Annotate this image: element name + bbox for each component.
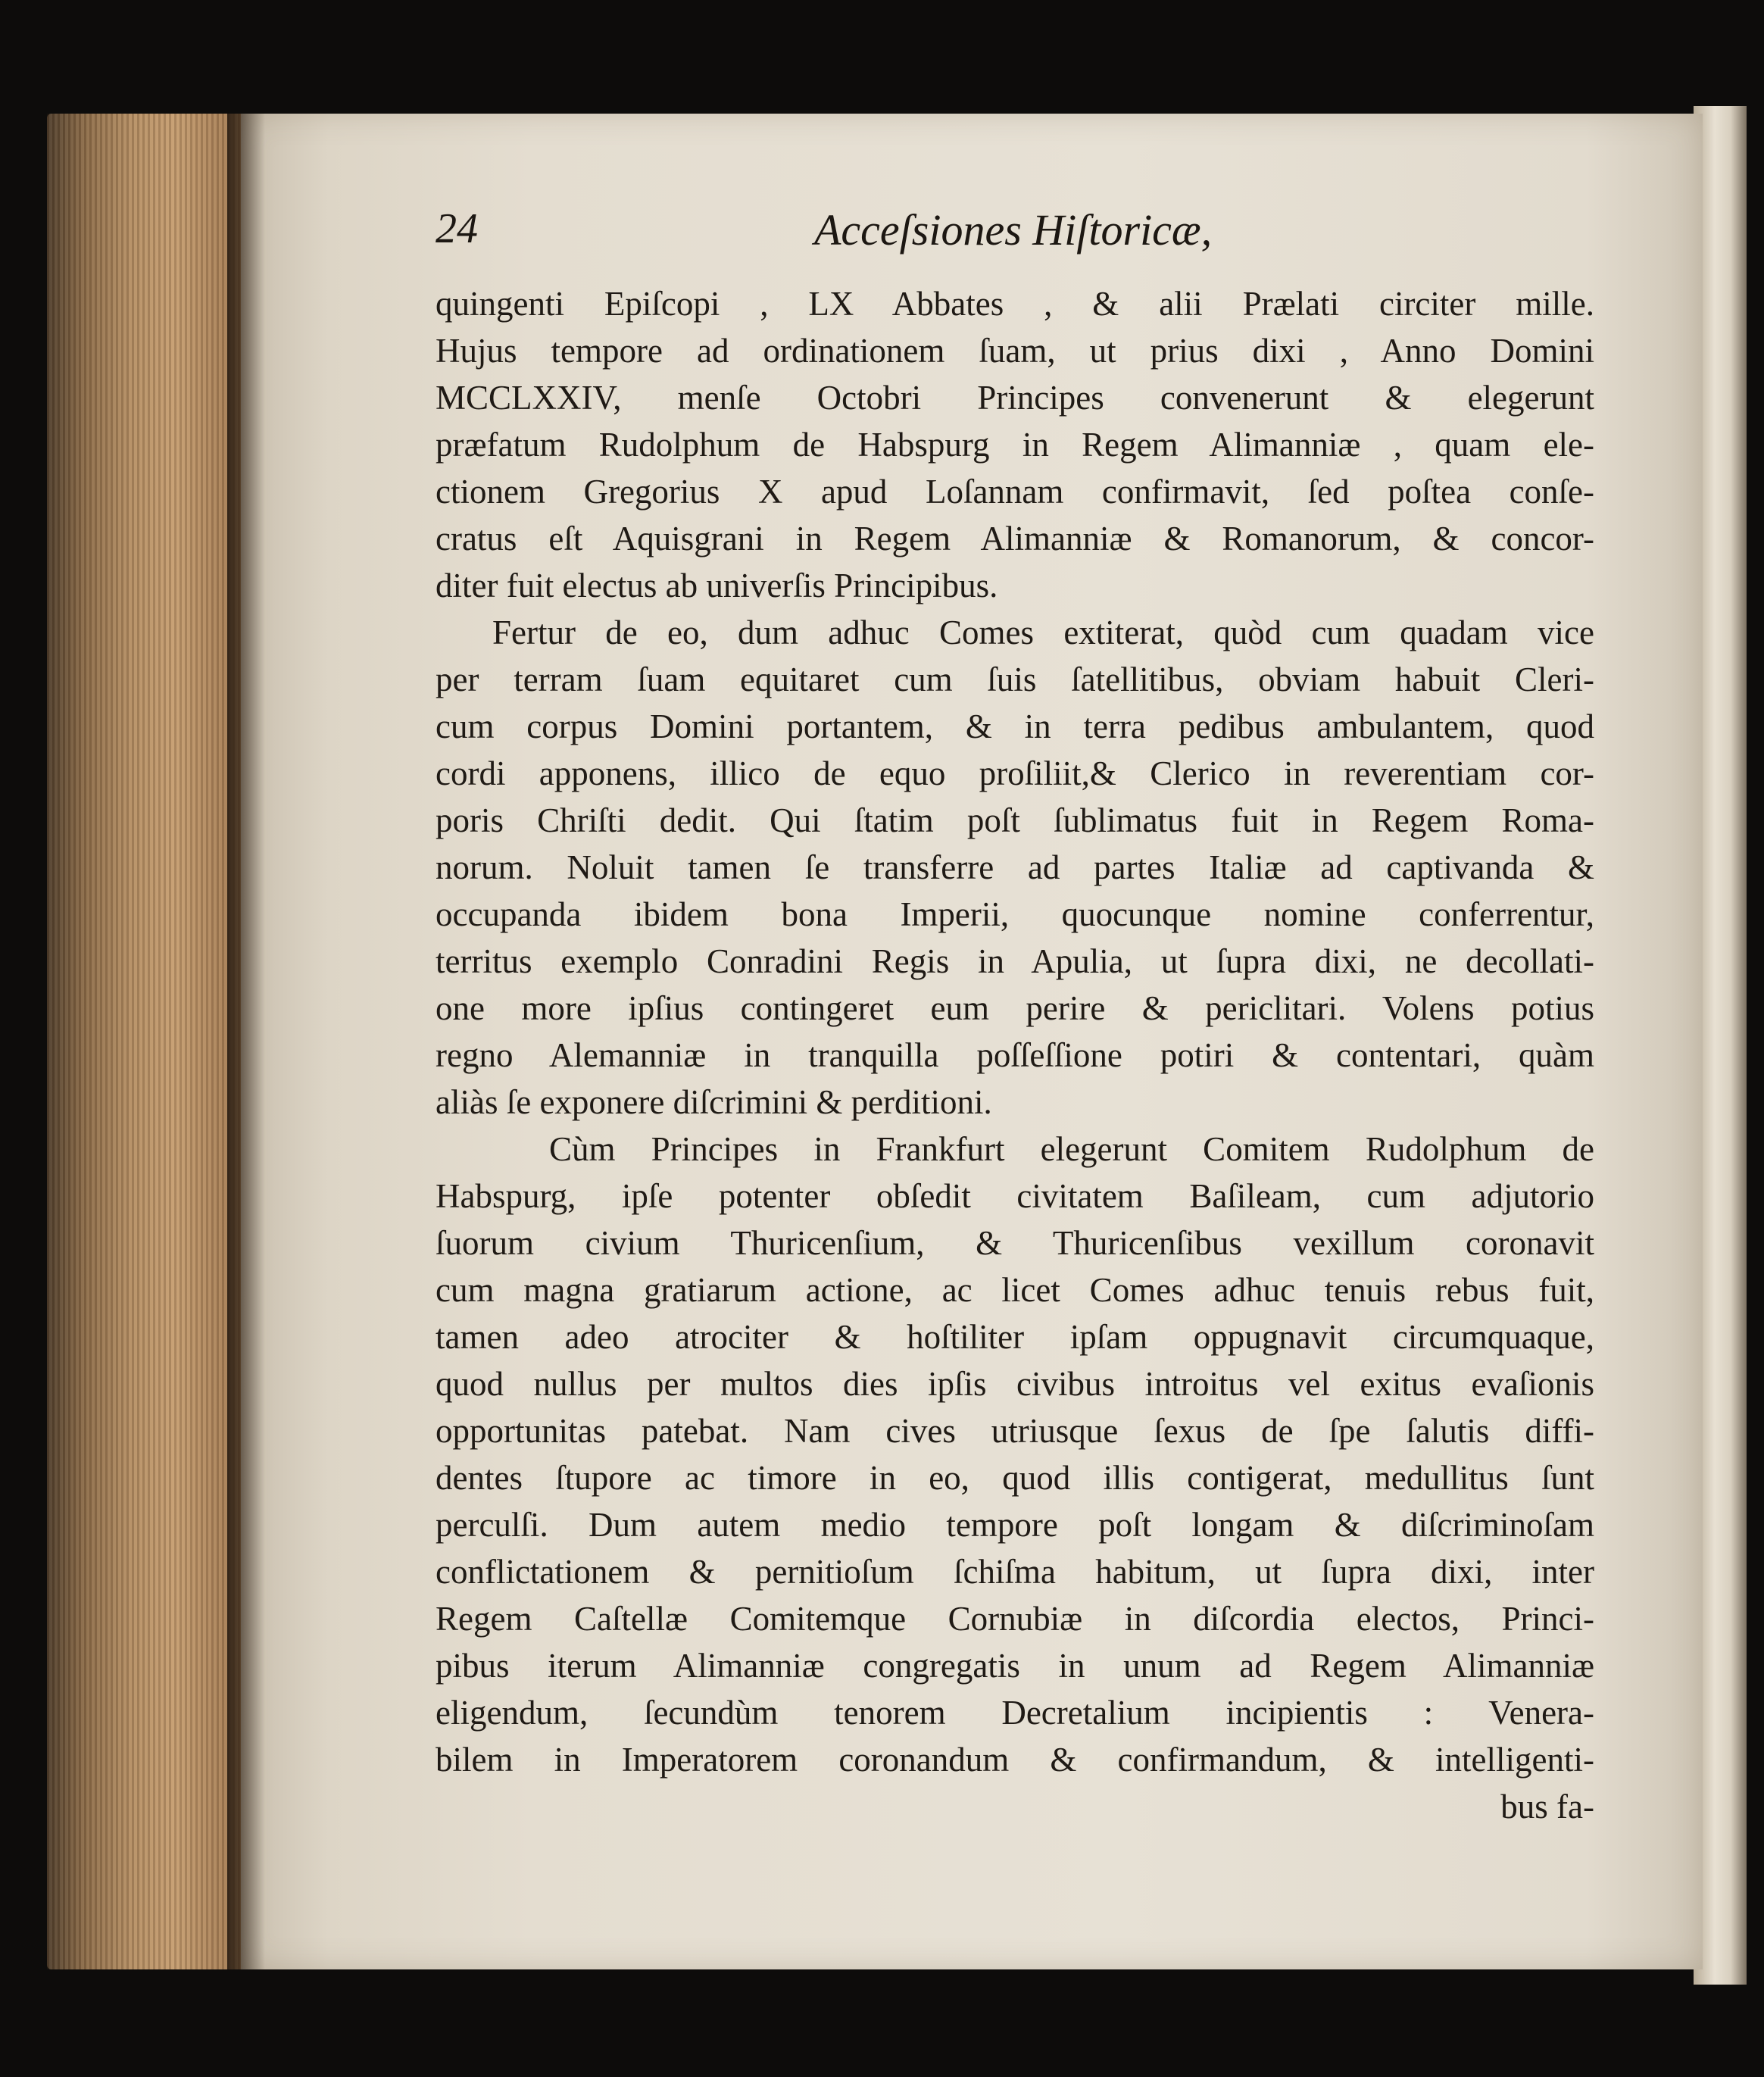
text-line: Habspurg, ipſe potenter obſedit civitatem Baſileam, cum adjutorio <box>436 1177 1594 1215</box>
catchword: bus fa- <box>1500 1788 1594 1826</box>
text-line: MCCLXXIV, menſe Octobri Principes convenerunt & elegerunt <box>436 379 1594 417</box>
text-line: quingenti Epiſcopi , LX Abbates , & alii Prælati circiter mille. <box>436 285 1594 323</box>
text-line: cum corpus Domini portantem, & in terra pedibus ambulantem, quod <box>436 707 1594 745</box>
text-line: territus exemplo Conradini Regis in Apulia, ut ſupra dixi, ne decollati- <box>436 942 1594 980</box>
page-number: 24 <box>436 205 478 252</box>
spine-shadow <box>227 114 265 1969</box>
paragraph-start-line: Fertur de eo, dum adhuc Comes extiterat, quòd cum quadam vice <box>492 614 1594 651</box>
text-line: opportunitas patebat. Nam cives utriusque ſexus de ſpe ſalutis diffi- <box>436 1412 1594 1450</box>
text-line: ſuorum civium Thuricenſium, & Thuricenſibus vexillum coronavit <box>436 1224 1594 1262</box>
text-line: Regem Caſtellæ Comitemque Cornubiæ in diſcordia electos, Princi- <box>436 1600 1594 1638</box>
text-line: diter fuit electus ab univerſis Principibus. <box>436 567 998 604</box>
running-head: Acceſsiones Hiſtoricæ, <box>814 205 1213 255</box>
text-line: dentes ſtupore ac timore in eo, quod illis contigerat, medullitus ſunt <box>436 1459 1594 1497</box>
text-line: aliàs ſe exponere diſcrimini & perditioni. <box>436 1083 992 1121</box>
text-line: bilem in Imperatorem coronandum & confirmandum, & intelligenti- <box>436 1741 1594 1779</box>
text-line: one more ipſius contingeret eum perire & periclitari. Volens potius <box>436 989 1594 1027</box>
text-line: cordi apponens, illico de equo proſiliit,& Clerico in reverentiam cor- <box>436 754 1594 792</box>
text-line: Hujus tempore ad ordinationem ſuam, ut prius dixi , Anno Domini <box>436 332 1594 370</box>
text-line: quod nullus per multos dies ipſis civibus introitus vel exitus evaſionis <box>436 1365 1594 1403</box>
paragraph-start-line: Cùm Principes in Frankfurt elegerunt Comitem Rudolphum de <box>549 1130 1594 1168</box>
text-line: cum magna gratiarum actione, ac licet Comes adhuc tenuis rebus fuit, <box>436 1271 1594 1309</box>
text-line: norum. Noluit tamen ſe transferre ad partes Italiæ ad captivanda & <box>436 848 1594 886</box>
text-line: cratus eſt Aquisgrani in Regem Alimanniæ & Romanorum, & concor- <box>436 520 1594 558</box>
text-line: occupanda ibidem bona Imperii, quocunque nomine conferrentur, <box>436 895 1594 933</box>
page-header <box>436 205 1594 265</box>
text-line: eligendum, ſecundùm tenorem Decretalium incipientis : Venera- <box>436 1694 1594 1732</box>
text-line: pibus iterum Alimanniæ congregatis in unum ad Regem Alimanniæ <box>436 1647 1594 1685</box>
text-line: per terram ſuam equitaret cum ſuis ſatellitibus, obviam habuit Cleri- <box>436 661 1594 698</box>
text-line: tamen adeo atrociter & hoſtiliter ipſam oppugnavit circumquaque, <box>436 1318 1594 1356</box>
text-line: ctionem Gregorius X apud Loſannam confirmavit, ſed poſtea conſe- <box>436 473 1594 511</box>
text-line: conflictationem & pernitioſum ſchiſma habitum, ut ſupra dixi, inter <box>436 1553 1594 1591</box>
text-line: perculſi. Dum autem medio tempore poſt longam & diſcriminoſam <box>436 1506 1594 1544</box>
text-line: poris Chriſti dedit. Qui ſtatim poſt ſublimatus fuit in Regem Roma- <box>436 801 1594 839</box>
text-line: regno Alemanniæ in tranquilla poſſeſſione potiri & contentari, quàm <box>436 1036 1594 1074</box>
text-line: præfatum Rudolphum de Habspurg in Regem Alimanniæ , quam ele- <box>436 426 1594 464</box>
body-text <box>436 280 1594 1830</box>
